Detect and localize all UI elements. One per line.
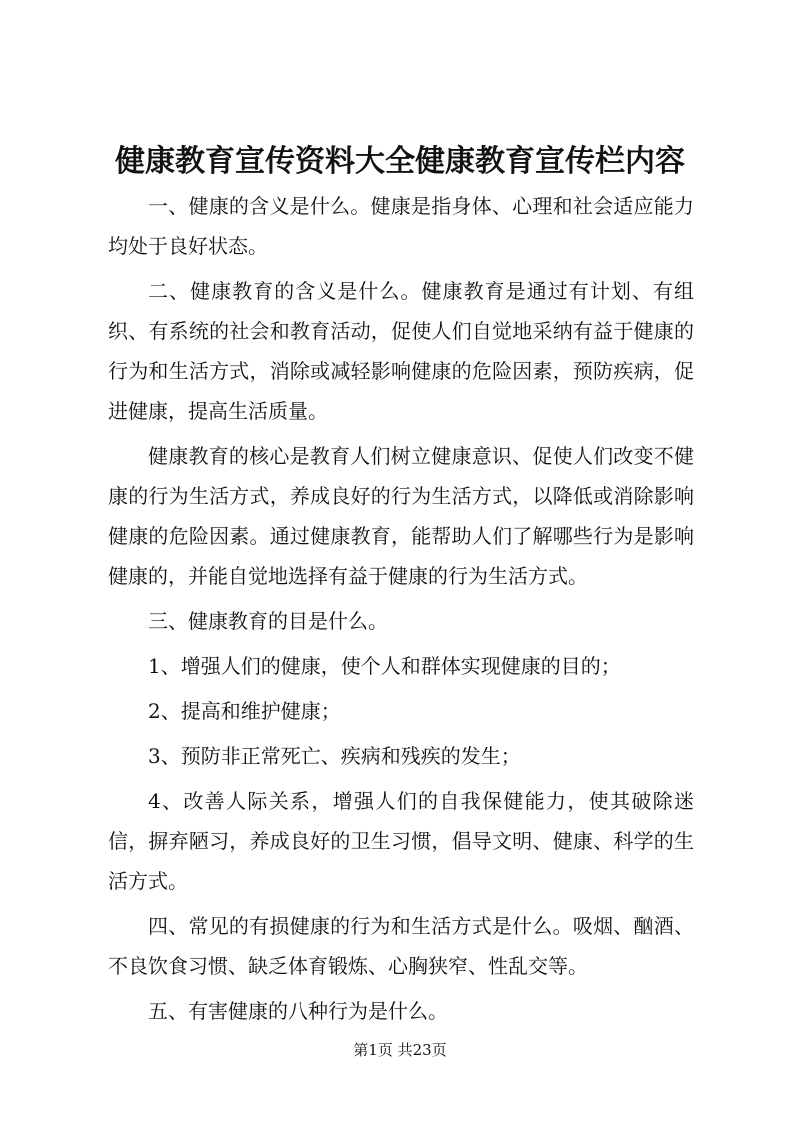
paragraph: 健康教育的核心是教育人们树立健康意识、促使人们改变不健康的行为生活方式，养成良好的行为生活方式，以降低或消除影响健康的危险因素。通过健康教育，能帮助人们了解哪些行为是影响健康的，并能自觉地选择有益于健康的行为生活方式。: [108, 444, 694, 588]
paragraph: 三、健康教育的目是什么。: [148, 609, 388, 633]
paragraph: 四、常见的有损健康的行为和生活方式是什么。吸烟、酗酒、不良饮食习惯、缺乏体育锻炼、心胸狭窄、性乱交等。: [108, 914, 694, 978]
paragraph: 五、有害健康的八种行为是什么。: [148, 999, 448, 1023]
page-title: 健康教育宣传资料大全健康教育宣传栏内容: [115, 144, 685, 179]
paragraph: 一、健康的含义是什么。健康是指身体、心理和社会适应能力均处于良好状态。: [108, 194, 694, 258]
paragraph: 4、改善人际关系，增强人们的自我保健能力，使其破除迷信，摒弃陋习，养成良好的卫生习惯，倡导文明、健康、科学的生活方式。: [108, 789, 694, 893]
paragraph: 2、提高和维护健康；: [148, 699, 341, 723]
paragraph: 1、增强人们的健康，使个人和群体实现健康的目的；: [148, 654, 621, 678]
page-footer: 第1页 共23页: [353, 1041, 447, 1059]
document-body: [108, 186, 694, 1036]
paragraph: 3、预防非正常死亡、疾病和残疾的发生；: [148, 744, 521, 768]
paragraph: 二、健康教育的含义是什么。健康教育是通过有计划、有组织、有系统的社会和教育活动，促使人们自觉地采纳有益于健康的行为和生活方式，消除或减轻影响健康的危险因素，预防疾病，促进健康，提高生活质量。: [108, 279, 694, 423]
